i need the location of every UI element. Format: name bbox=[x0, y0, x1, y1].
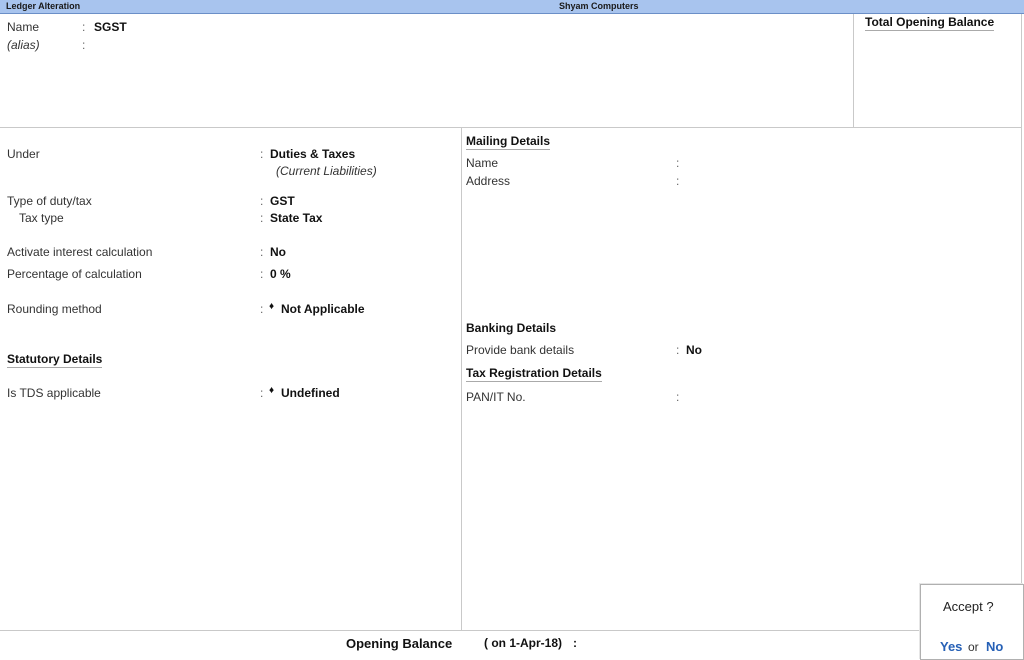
rounding-label: Rounding method bbox=[7, 302, 102, 316]
accept-dialog bbox=[920, 584, 1024, 660]
name-value[interactable]: SGST bbox=[94, 20, 127, 34]
under-label: Under bbox=[7, 147, 40, 161]
mail-address-colon: : bbox=[676, 174, 680, 188]
opening-balance-divider bbox=[853, 14, 854, 127]
duty-type-value[interactable]: GST bbox=[270, 194, 295, 208]
banking-details-header: Banking Details bbox=[466, 321, 557, 335]
alias-colon: : bbox=[82, 38, 86, 52]
mail-address-label: Address bbox=[466, 174, 511, 188]
accept-prompt: Accept ? bbox=[943, 599, 994, 614]
statutory-details-header: Statutory Details bbox=[7, 352, 103, 366]
no-button[interactable]: No bbox=[986, 639, 1004, 654]
diamond-icon: ♦ bbox=[269, 385, 275, 396]
tax-type-colon: : bbox=[260, 211, 264, 225]
bank-details-label: Provide bank details bbox=[466, 343, 575, 357]
name-colon: : bbox=[82, 20, 86, 34]
tds-label: Is TDS applicable bbox=[7, 386, 101, 400]
opening-balance-colon: : bbox=[573, 636, 577, 650]
name-label: Name bbox=[7, 20, 40, 34]
column-divider bbox=[461, 128, 462, 630]
under-colon: : bbox=[260, 147, 264, 161]
mailing-details-header: Mailing Details bbox=[466, 134, 551, 148]
mail-address-input[interactable] bbox=[686, 172, 986, 188]
duty-type-colon: : bbox=[260, 194, 264, 208]
percentage-label: Percentage of calculation bbox=[7, 267, 142, 281]
bank-details-colon: : bbox=[676, 343, 680, 357]
total-opening-balance-header: Total Opening Balance bbox=[865, 15, 995, 29]
rounding-colon: : bbox=[260, 302, 264, 316]
title-bar bbox=[0, 0, 1024, 14]
pan-label: PAN/IT No. bbox=[466, 390, 526, 404]
under-value[interactable]: Duties & Taxes bbox=[270, 147, 356, 161]
interest-label: Activate interest calculation bbox=[7, 245, 153, 259]
header-divider bbox=[0, 127, 1022, 128]
percentage-value[interactable]: 0 % bbox=[270, 267, 291, 281]
opening-balance-date: ( on 1-Apr-18) bbox=[484, 636, 562, 650]
interest-value[interactable]: No bbox=[270, 245, 286, 259]
tax-type-value[interactable]: State Tax bbox=[270, 211, 323, 225]
interest-colon: : bbox=[260, 245, 264, 259]
mail-name-colon: : bbox=[676, 156, 680, 170]
tax-registration-header: Tax Registration Details bbox=[466, 366, 602, 380]
rounding-value[interactable]: Not Applicable bbox=[281, 302, 365, 316]
right-border bbox=[1021, 14, 1022, 630]
percentage-colon: : bbox=[260, 267, 264, 281]
company-name: Shyam Computers bbox=[559, 1, 639, 11]
mail-name-input[interactable] bbox=[686, 154, 986, 170]
duty-type-label: Type of duty/tax bbox=[7, 194, 92, 208]
footer-divider bbox=[0, 630, 920, 631]
alias-label: (alias) bbox=[7, 38, 40, 52]
opening-balance-input[interactable] bbox=[585, 634, 785, 650]
pan-colon: : bbox=[676, 390, 680, 404]
diamond-icon: ♦ bbox=[269, 301, 275, 312]
tax-type-label: Tax type bbox=[19, 211, 64, 225]
mail-name-label: Name bbox=[466, 156, 499, 170]
tds-value[interactable]: Undefined bbox=[281, 386, 340, 400]
alias-input[interactable] bbox=[94, 36, 294, 52]
tds-colon: : bbox=[260, 386, 264, 400]
bank-details-value[interactable]: No bbox=[686, 343, 702, 357]
or-text: or bbox=[968, 640, 979, 654]
under-sub: (Current Liabilities) bbox=[276, 164, 377, 178]
yes-button[interactable]: Yes bbox=[940, 639, 963, 654]
window-title: Ledger Alteration bbox=[6, 1, 81, 11]
opening-balance-label: Opening Balance bbox=[346, 636, 453, 651]
pan-input[interactable] bbox=[686, 388, 936, 404]
